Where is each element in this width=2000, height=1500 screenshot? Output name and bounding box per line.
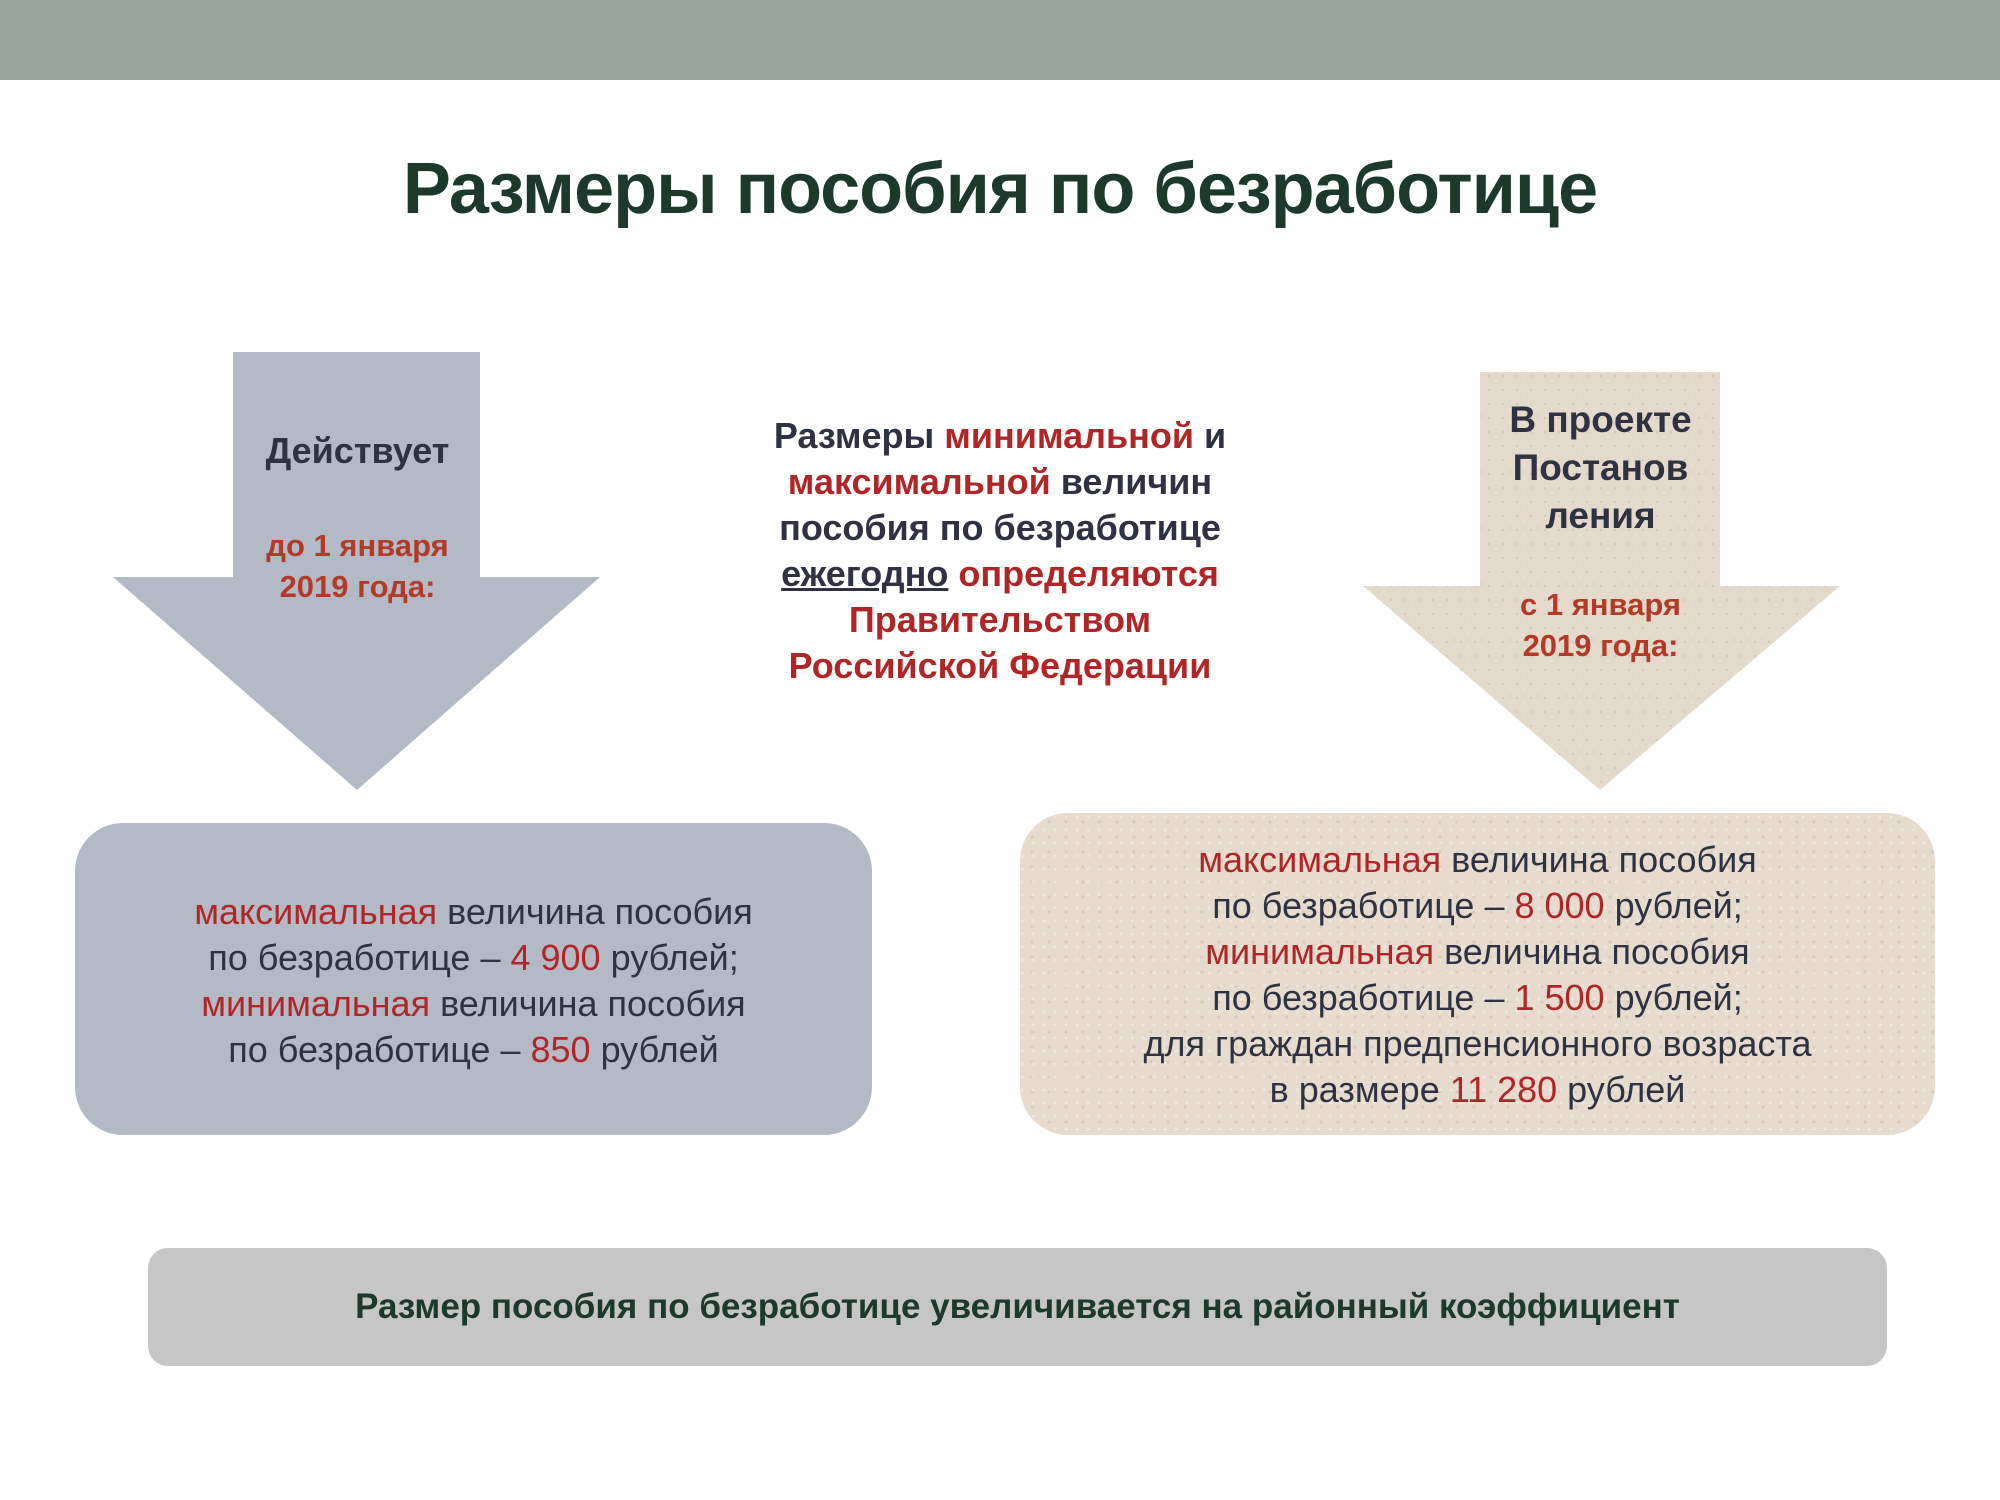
top-band	[0, 0, 2000, 80]
left-arrow-heading: Действует	[265, 430, 450, 471]
center-statement: Размеры минимальной и максимальной величин пособия по безработице ежегодно определяются Правительством Российской Федерации	[773, 415, 1227, 686]
right-arrow-date: с 1 января 2019 года:	[1519, 587, 1682, 663]
right-arrow-heading: В проекте Постанов ления	[1509, 399, 1692, 536]
current-amounts-box: максимальная величина пособия по безработице – 4 900 рублей; минимальная величина пособия по безработице – 850 рублей	[75, 823, 872, 1135]
left-arrow-date: до 1 января 2019 года:	[266, 528, 449, 604]
proposed-amounts-box: максимальная величина пособия по безработице – 8 000 рублей; минимальная величина пособия по безработице – 1 500 рублей; для граждан предпенсионного возраста в размере 11 280 рублей	[1020, 813, 1935, 1135]
page-title: Размеры пособия по безработице	[402, 149, 1598, 229]
regional-coefficient-note: Размер пособия по безработице увеличивается на районный коэффициент	[148, 1248, 1887, 1366]
